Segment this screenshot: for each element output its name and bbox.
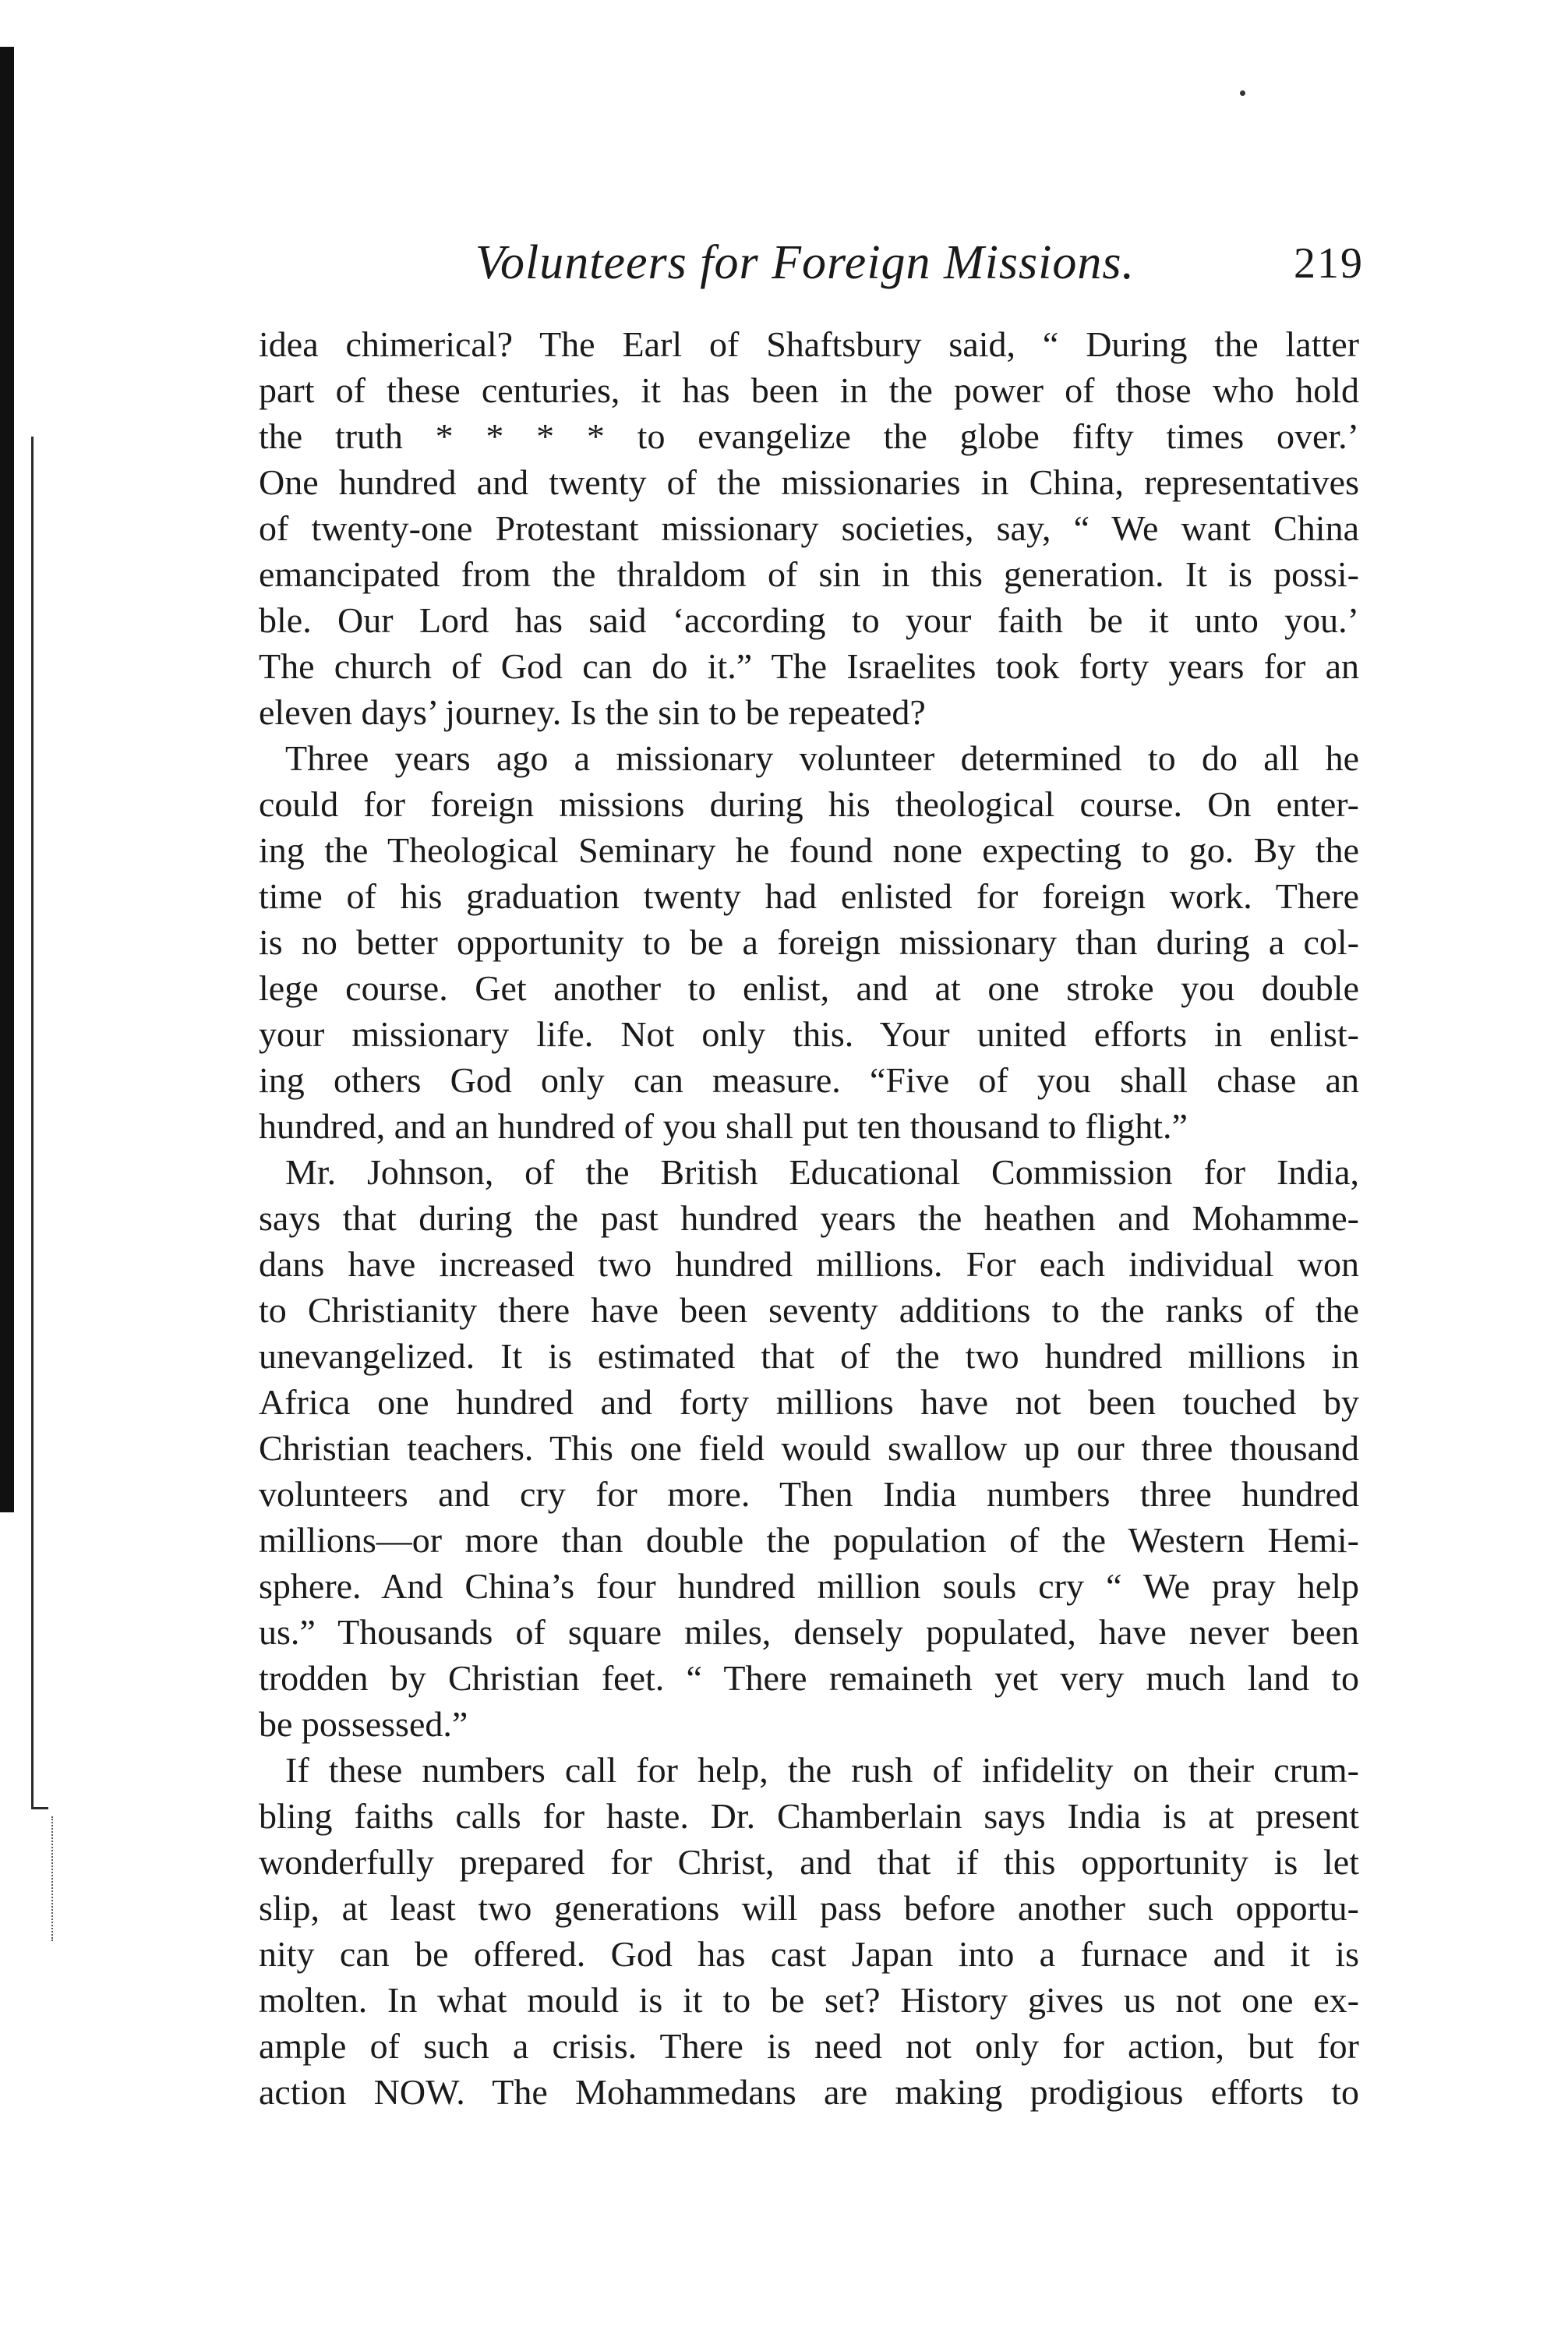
paragraph	[259, 1747, 1359, 2115]
scan-speck	[1240, 90, 1245, 96]
text-line: The church of God can do it.” The Israelites took forty years for an	[259, 646, 1359, 686]
text-line: slip, at least two generations will pass before another such opportu-	[259, 1888, 1359, 1928]
text-line: of twenty-one Protestant missionary societies, say, “ We want China	[259, 508, 1359, 548]
text-line: eleven days’ journey. Is the sin to be repeated?	[259, 692, 926, 732]
body-text	[259, 321, 1359, 2115]
text-line: ble. Our Lord has said ‘according to your faith be it unto you.’	[259, 600, 1359, 640]
text-line: unevangelized. It is estimated that of the two hundred millions in	[259, 1336, 1359, 1376]
text-line: Africa one hundred and forty millions have not been touched by	[259, 1382, 1359, 1422]
text-line: ing the Theological Seminary he found none expecting to go. By the	[259, 830, 1359, 870]
text-line: sphere. And China’s four hundred million souls cry “ We pray help	[259, 1566, 1359, 1606]
text-line: your missionary life. Not only this. Your united efforts in enlist-	[259, 1014, 1359, 1054]
text-line: idea chimerical? The Earl of Shaftsbury said, “ During the latter	[259, 324, 1359, 364]
text-line: Mr. Johnson, of the British Educational Commission for India,	[285, 1152, 1359, 1192]
text-line: could for foreign missions during his theological course. On enter-	[259, 784, 1359, 824]
text-line: be possessed.”	[259, 1704, 468, 1744]
text-line: One hundred and twenty of the missionaries in China, representatives	[259, 462, 1359, 502]
scan-margin-tick	[31, 1807, 48, 1809]
text-line: molten. In what mould is it to be set? History gives us not one ex-	[259, 1980, 1359, 2020]
text-line: emancipated from the thraldom of sin in this generation. It is possi-	[259, 554, 1359, 594]
running-title: Volunteers for Foreign Missions.	[475, 236, 1135, 289]
text-line: to Christianity there have been seventy additions to the ranks of the	[259, 1290, 1359, 1330]
scan-edge-shadow	[0, 47, 14, 1512]
text-line: is no better opportunity to be a foreign missionary than during a col-	[259, 922, 1359, 962]
text-line: If these numbers call for help, the rush of infidelity on their crum-	[285, 1750, 1359, 1790]
text-line: action NOW. The Mohammedans are making prodigious efforts to	[259, 2072, 1359, 2112]
text-line: trodden by Christian feet. “ There remaineth yet very much land to	[259, 1658, 1359, 1698]
paragraph	[259, 735, 1359, 1149]
text-line: us.” Thousands of square miles, densely populated, have never been	[259, 1612, 1359, 1652]
text-line: hundred, and an hundred of you shall put ten thousand to flight.”	[259, 1106, 1188, 1146]
scan-margin-rule	[31, 437, 34, 1809]
text-line: part of these centuries, it has been in the power of those who hold	[259, 370, 1359, 410]
text-line: bling faiths calls for haste. Dr. Chamberlain says India is at present	[259, 1796, 1359, 1836]
text-line: says that during the past hundred years the heathen and Mohamme-	[259, 1198, 1359, 1238]
running-head	[257, 235, 1364, 298]
text-line: wonderfully prepared for Christ, and that if this opportunity is let	[259, 1842, 1359, 1882]
text-line: Christian teachers. This one field would swallow up our three thousand	[259, 1428, 1359, 1468]
paragraph	[259, 321, 1359, 735]
text-line: volunteers and cry for more. Then India numbers three hundred	[259, 1474, 1359, 1514]
text-line: millions—or more than double the population of the Western Hemi-	[259, 1520, 1359, 1560]
text-line: the truth * * * * to evangelize the globe fifty times over.’	[259, 416, 1359, 456]
text-line: ample of such a crisis. There is need not only for action, but for	[259, 2026, 1359, 2066]
text-line: time of his graduation twenty had enlisted for foreign work. There	[259, 876, 1359, 916]
text-line: dans have increased two hundred millions. For each individual won	[259, 1244, 1359, 1284]
scan-margin-dots	[51, 1816, 55, 1941]
paragraph	[259, 1149, 1359, 1747]
text-line: lege course. Get another to enlist, and at one stroke you double	[259, 968, 1359, 1008]
page-number: 219	[1294, 239, 1364, 288]
text-line: Three years ago a missionary volunteer determined to do all he	[285, 738, 1359, 778]
text-line: nity can be offered. God has cast Japan into a furnace and it is	[259, 1934, 1359, 1974]
text-line: ing others God only can measure. “Five of you shall chase an	[259, 1060, 1359, 1100]
